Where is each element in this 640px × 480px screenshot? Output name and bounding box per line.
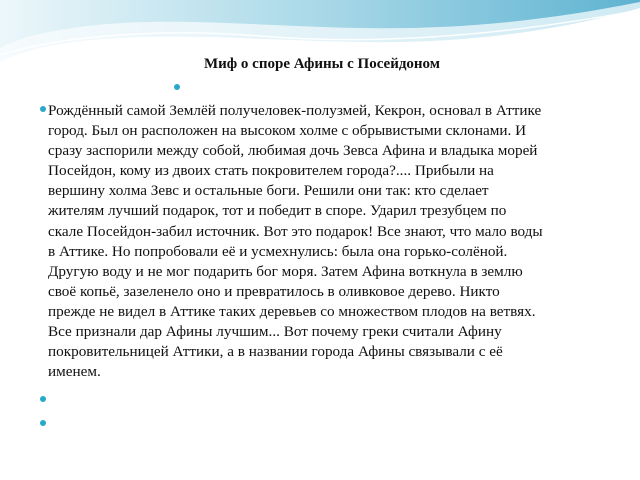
paragraph-line: город. Был он расположен на высоком холме с обрывистыми склонами. И bbox=[48, 122, 527, 140]
paragraph-line: своё копьё, зазеленело оно и превратилось в оливковое дерево. Никто bbox=[48, 282, 500, 300]
bullet-icon bbox=[174, 84, 180, 90]
bullet-icon bbox=[40, 106, 46, 112]
paragraph-line: жителям лучший подарок, тот и победит в споре. Ударил трезубцем по bbox=[48, 202, 507, 220]
paragraph-line: сразу заспорили между собой, любимая дочь Зевса Афина и владыка морей bbox=[48, 142, 538, 160]
paragraph-line: вершину холма Зевс и остальные боги. Решили они так: кто сделает bbox=[48, 182, 489, 200]
paragraph-line: Посейдон, кому из двоих стать покровителем города?.... Прибыли на bbox=[48, 162, 494, 180]
paragraph-line: Все признали дар Афины лучшим... Вот почему греки считали Афину bbox=[48, 323, 502, 341]
bullet-icon bbox=[40, 420, 46, 426]
body-paragraph bbox=[48, 101, 608, 382]
paragraph-line: покровительницей Аттики, а в названии города Афины связывали с её bbox=[48, 343, 503, 361]
paragraph-line: прежде не видел в Аттике таких деревьев со множеством плодов на ветвях. bbox=[48, 302, 536, 320]
paragraph-line: Другую воду и не мог подарить бог моря. Затем Афина воткнула в землю bbox=[48, 262, 523, 280]
paragraph-line: Рождённый самой Землёй получеловек-полузмей, Кекрон, основал в Аттике bbox=[48, 102, 542, 119]
paragraph-line: скале Посейдон-забил источник. Вот это подарок! Все знают, что мало воды bbox=[48, 222, 543, 240]
bullet-icon bbox=[40, 396, 46, 402]
slide-title: Миф о споре Афины с Посейдоном bbox=[204, 56, 440, 72]
paragraph-line: именем. bbox=[48, 363, 101, 381]
paragraph-line: в Аттике. Но попробовали её и усмехнулись: была она горько-солёной. bbox=[48, 242, 508, 260]
